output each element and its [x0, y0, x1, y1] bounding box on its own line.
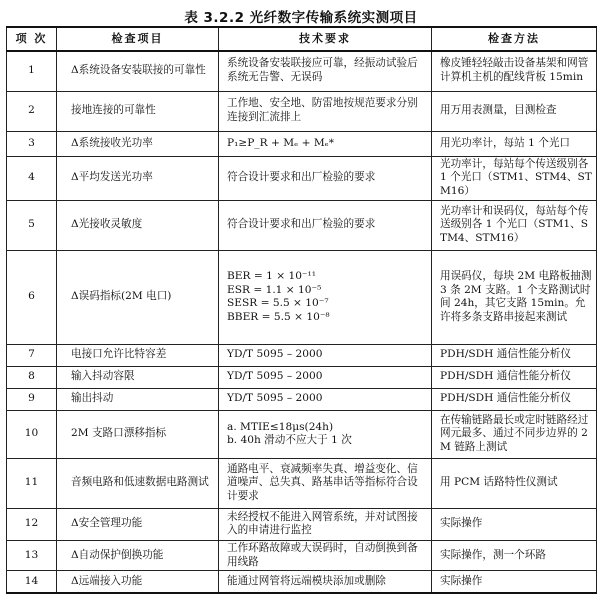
table-row: [7, 91, 597, 131]
row-method: 在传输链路最长或定时链路经过网元最多、通过不同步边界的 2M 链路上测试: [432, 410, 597, 458]
inspection-table: [6, 26, 597, 594]
sesr-value: SESR = 5.5 × 10⁻⁷: [227, 297, 329, 310]
row-method: 用 PCM 话路特性仪测试: [432, 458, 597, 508]
row-item: 电接口允许比特容差: [57, 344, 219, 366]
row-requirement: 系统设备安装联接应可靠，经振动试验后系统无告警、无误码: [219, 51, 432, 91]
row-requirement: 能通过网管将远端模块添加或删除: [219, 571, 432, 593]
row-requirement: 工作环路故障或大误码时，自动倒换到备用线路: [219, 540, 432, 571]
row-method: 实际操作: [432, 508, 597, 540]
row-requirement: P₁≥P_R + Mₑ + Mₑ*: [219, 131, 432, 156]
table-title: 表 3.2.2 光纤数字传输系统实测项目: [184, 10, 418, 26]
table-row: [7, 344, 597, 366]
row-number: 12: [7, 508, 57, 540]
table-row: [7, 571, 597, 593]
row-method: 光功率计和误码仪，每站每个传送级别各 1 个光口（STM1、STM4、STM16）: [432, 200, 597, 250]
row-item: Δ光接收灵敏度: [57, 200, 219, 250]
table-row: [7, 410, 597, 458]
ber-value: BER = 1 × 10⁻¹¹: [227, 269, 317, 282]
row-requirement: YD/T 5095 – 2000: [219, 388, 432, 410]
row-item: Δ自动保护倒换功能: [57, 540, 219, 571]
row-requirement: YD/T 5095 – 2000: [219, 344, 432, 366]
row-item: 输入抖动容限: [57, 366, 219, 388]
table-row: [7, 458, 597, 508]
row-number: 3: [7, 131, 57, 156]
row-method: PDH/SDH 通信性能分析仪: [432, 388, 597, 410]
row-item: 2M 支路口漂移指标: [57, 410, 219, 458]
table-row: [7, 200, 597, 250]
row-requirement: 通路电平、衰减频率失真、增益变化、信道噪声、总失真、路基串话等指标符合设计要求: [219, 458, 432, 508]
mtie-value: a. MTIE≤18μs(24h): [227, 420, 334, 433]
row-item: 音频电路和低速数据电路测试: [57, 458, 219, 508]
row-number: 2: [7, 91, 57, 131]
table-row: [7, 156, 597, 200]
row-item: 接地连接的可靠性: [57, 91, 219, 131]
header-requirement: 技术要求: [219, 27, 432, 51]
row-item: Δ误码指标(2M 电口): [57, 250, 219, 344]
row-requirement: [219, 410, 432, 458]
row-method: 实际操作，测一个环路: [432, 540, 597, 571]
row-item: Δ平均发送光功率: [57, 156, 219, 200]
table-row: [7, 366, 597, 388]
row-number: 9: [7, 388, 57, 410]
row-item: Δ系统设备安装联接的可靠性: [57, 51, 219, 91]
row-requirement: 符合设计要求和出厂检验的要求: [219, 200, 432, 250]
header-item: 检查项目: [57, 27, 219, 51]
bber-value: BBER = 5.5 × 10⁻⁸: [227, 311, 330, 324]
row-method: 用光功率计，每站 1 个光口: [432, 131, 597, 156]
row-number: 10: [7, 410, 57, 458]
row-method: 实际操作: [432, 571, 597, 593]
esr-value: ESR = 1.1 × 10⁻⁵: [227, 283, 322, 296]
row-number: 11: [7, 458, 57, 508]
table-row: [7, 388, 597, 410]
row-number: 13: [7, 540, 57, 571]
table-row: [7, 540, 597, 571]
row-requirement: 符合设计要求和出厂检验的要求: [219, 156, 432, 200]
row-item: Δ远端接入功能: [57, 571, 219, 593]
row-number: 1: [7, 51, 57, 91]
row-number: 5: [7, 200, 57, 250]
row-number: 8: [7, 366, 57, 388]
slip-value: b. 40h 滑动不应大于 1 次: [227, 434, 352, 447]
table-row: [7, 508, 597, 540]
table-row: [7, 51, 597, 91]
row-requirement: 未经授权不能进入网管系统，并对试图接入的申请进行监控: [219, 508, 432, 540]
row-item: 输出抖动: [57, 388, 219, 410]
row-number: 6: [7, 250, 57, 344]
table-row: [7, 250, 597, 344]
table-row: [7, 131, 597, 156]
row-method: 用误码仪，每块 2M 电路板抽测 3 条 2M 支路。1 个支路测试时间 24h，其它支路 15min。允许将多条支路串接起来测试: [432, 250, 597, 344]
row-method: 光功率计，每站每个传送级别各 1 个光口（STM1、STM4、STM16）: [432, 156, 597, 200]
row-item: Δ安全管理功能: [57, 508, 219, 540]
row-requirement: [219, 250, 432, 344]
header-method: 检查方法: [432, 27, 597, 51]
row-number: 4: [7, 156, 57, 200]
header-row: [7, 27, 597, 51]
row-requirement: 工作地、安全地、防雷地按规范要求分别连接到汇流排上: [219, 91, 432, 131]
row-item: Δ系统接收光功率: [57, 131, 219, 156]
row-requirement: YD/T 5095 – 2000: [219, 366, 432, 388]
row-number: 7: [7, 344, 57, 366]
row-method: 用万用表测量，目测检查: [432, 91, 597, 131]
row-method: 橡皮锤轻轻敲击设备基架和网管计算机主机的配线背板 15min: [432, 51, 597, 91]
header-no: 项 次: [7, 27, 57, 51]
row-number: 14: [7, 571, 57, 593]
row-method: PDH/SDH 通信性能分析仪: [432, 366, 597, 388]
row-method: PDH/SDH 通信性能分析仪: [432, 344, 597, 366]
